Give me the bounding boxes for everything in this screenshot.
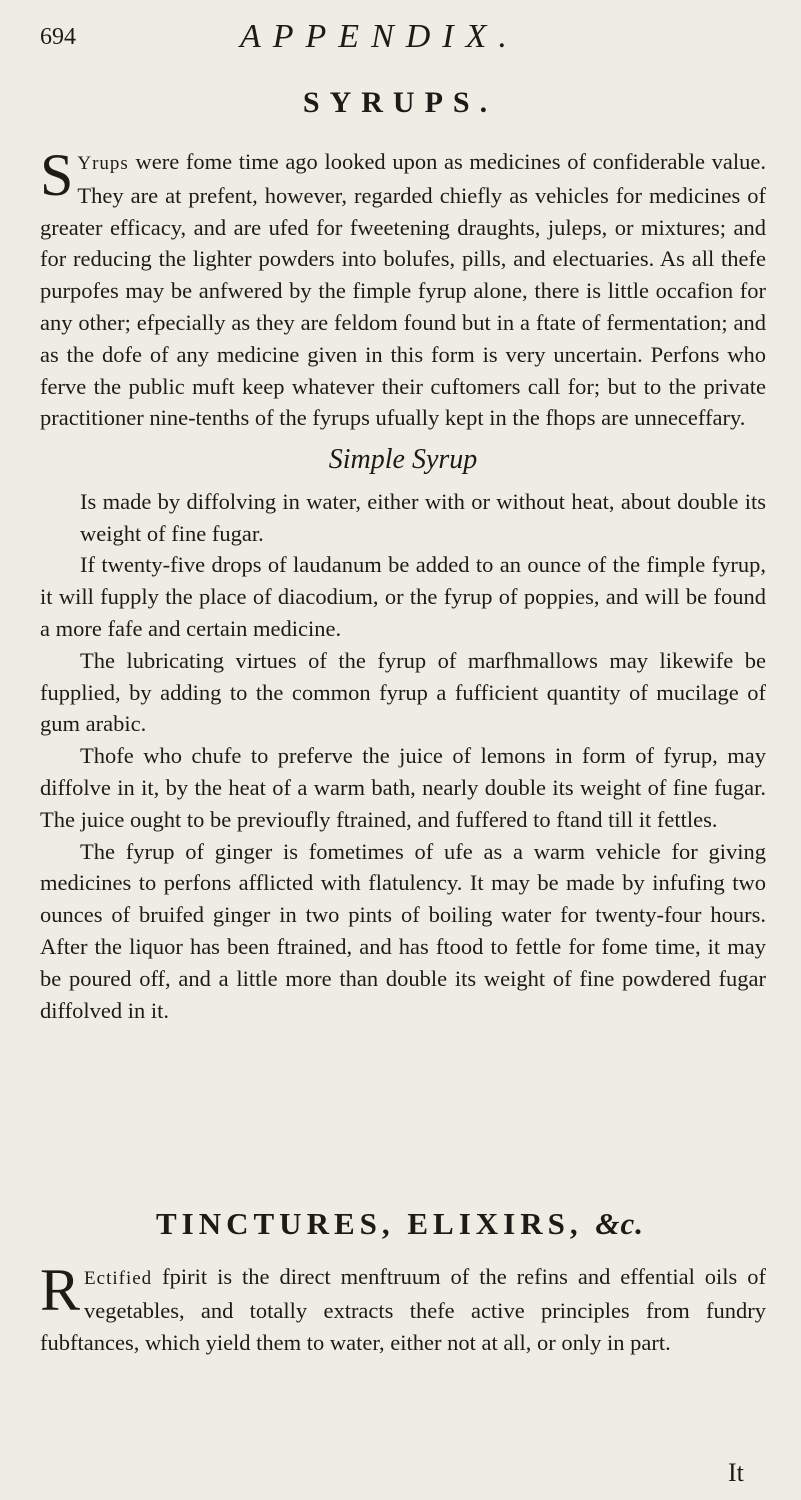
running-title: APPENDIX. — [240, 18, 519, 55]
running-head — [40, 18, 760, 58]
paragraph: The lubricating virtues of the fyrup of marfhmallows may likewife be fupplied, by adding to the common fyrup a fufficient quantity of mucilage of gum arabic. — [40, 647, 766, 737]
syrups-intro-paragraph — [40, 142, 766, 434]
paragraph: Is made by diffolving in water, either with or without heat, about double its weight of fine fugar. — [80, 488, 766, 546]
tinctures-intro-paragraph — [40, 1257, 766, 1358]
lead-word: Yrups — [77, 153, 129, 174]
paragraph: Thofe who chufe to preferve the juice of lemons in form of fyrup, may diffolve in it, by the heat of a warm bath, nearly double its weight of fine fugar. The juice ought to be previoufly ftrained, and fuffered to ftand till it fettles. — [40, 743, 766, 832]
lead-word: Ectified — [84, 1268, 153, 1289]
drop-cap: R — [40, 1257, 81, 1323]
section-heading-syrups: SYRUPS. — [302, 86, 498, 119]
paragraph: If twenty-five drops of laudanum be added to an ounce of the fimple fyrup, it will fupply the place of diacodium, or the fyrup of poppies, and will be found a more fafe and certain medicine. — [40, 552, 766, 641]
paragraph: The fyrup of ginger is fometimes of ufe as a warm vehicle for giving medicines to perfons afflicted with flatulency. It may be made by infufing two ounces of bruifed ginger in two pints of boiling water for twenty-four hours. After the liquor has been ftrained, and has ftood to fettle for fome time, it may be poured off, and a little more than double its weight of fine powdered fugar diffolved in it. — [40, 838, 766, 1023]
syrups-intro — [40, 142, 766, 434]
intro-text: were fome time ago looked upon as medicines of confiderable value. They are at prefent, however, regarded chiefly as vehicles for medicines of greater efficacy, and are ufed for fweetening draughts, juleps, or mixtures; and for reducing the lighter powders into bolufes, pills, and electuaries. As all thefe purpofes may be anfwered by the fimple fyrup alone, there is little occafion for any other; efpecially as they are feldom found but in a ftate of fermentation; and as the dofe of any medicine given in this form is very uncertain. Perfons who ferve the public muft keep whatever their cuftomers call for; but to the private practitioner nine-tenths of the fyrups ufually kept in the fhops are unneceffary. — [40, 149, 766, 431]
catchword: It — [728, 1458, 744, 1487]
tinctures-intro — [40, 1257, 766, 1358]
simple-syrup-section — [40, 426, 766, 1026]
heading-etc: &c. — [595, 1206, 644, 1241]
tinctures-heading-text: TINCTURES, ELIXIRS, — [155, 1206, 583, 1241]
drop-cap: S — [40, 142, 74, 208]
intro-text: fpirit is the direct menftruum of the refins and effential oils of vegetables, and totally extracts thefe active principles from fundry fubftances, which yield them to water, either not at all, or only in part. — [40, 1264, 766, 1355]
section-heading-tinctures — [40, 1206, 760, 1242]
page-number: 694 — [40, 24, 76, 50]
subheading-simple-syrup: Simple Syrup — [328, 444, 478, 475]
